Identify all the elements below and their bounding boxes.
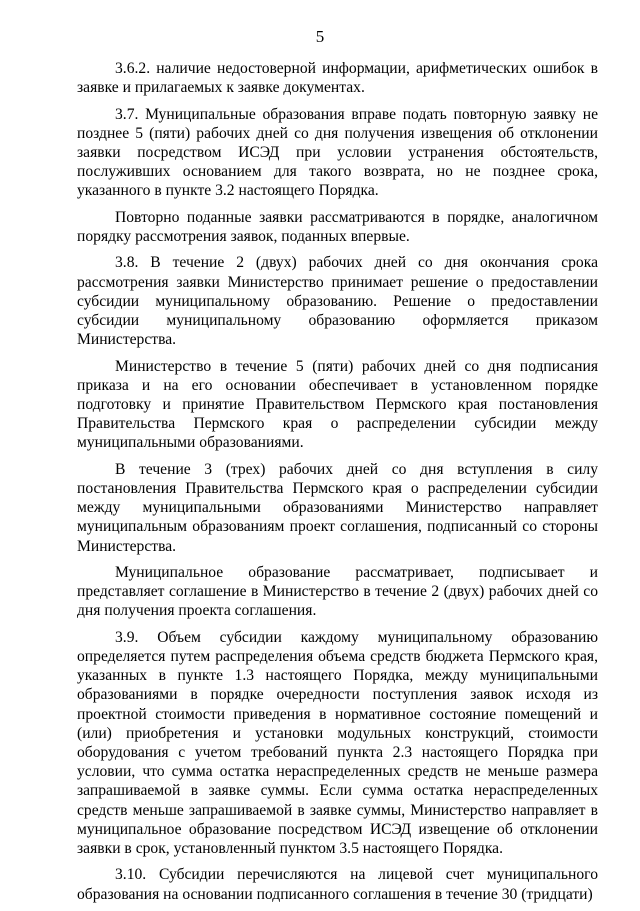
paragraph-agreement-signing: Муниципальное образование рассматривает, подписывает и представляет соглашение в Министерство в течение 2 (двух) рабочих дней со дня получения проекта соглашения.: [77, 564, 598, 620]
paragraph-ministry-order: Министерство в течение 5 (пяти) рабочих дней со дня подписания приказа и на его основании обеспечивает в установленном порядке подготовку и принятие Правительством Пермского края постановления Правительства Пермского края о распределении субсидии между муниципальными образованиями.: [77, 357, 598, 452]
paragraph-draft-agreement: В течение 3 (трех) рабочих дней со дня вступления в силу постановления Правительства Пермского края о распределении субсидии между муниципальными образованиями Министерство направляет муниципальным образованиям проект соглашения, подписанный со стороны Министерства.: [77, 460, 598, 555]
paragraph-3-9: 3.9. Объем субсидии каждому муниципальному образованию определяется путем распределения объема средств бюджета Пермского края, указанных в пункте 1.3 настоящего Порядка, между муниципальными образованиями в порядке очередности поступления заявок исходя из проектной стоимости приведения в нормативное состояние помещений и (или) приобретения и установки модульных конструкций, стоимости оборудования с учетом требований пункта 2.3 настоящего Порядка при условии, что сумма остатка нераспределенных средств не меньше размера запрашиваемой в заявке суммы. Если сумма остатка нераспределенных средств меньше запрашиваемой в заявке суммы, Министерство направляет в муниципальное образование посредством ИСЭД извещение об отклонении заявки в срок, установленный пунктом 3.5 настоящего Порядка.: [77, 628, 598, 858]
document-body: [77, 59, 598, 911]
paragraph-resubmitted-applications: Повторно поданные заявки рассматриваются в порядке, аналогичном порядку рассмотрения заявок, поданных впервые.: [77, 208, 598, 245]
page-number: 5: [315, 27, 325, 46]
paragraph-3-6-2: 3.6.2. наличие недостоверной информации, арифметических ошибок в заявке и прилагаемых к заявке документах.: [77, 60, 598, 97]
paragraph-3-7: 3.7. Муниципальные образования вправе подать повторную заявку не позднее 5 (пяти) рабочих дней со дня получения извещения об отклонении заявки посредством ИСЭД при условии устранения обстоятельств, послуживших основанием для такого возврата, но не позднее срока, указанного в пункте 3.2 настоящего Порядка.: [77, 105, 598, 200]
paragraph-3-8: 3.8. В течение 2 (двух) рабочих дней со дня окончания срока рассмотрения заявки Министерство принимает решение о предоставлении субсидии муниципальному образованию. Решение о предоставлении субсидии муниципальному образованию оформляется приказом Министерства.: [77, 254, 598, 349]
paragraph-3-10: 3.10. Субсидии перечисляются на лицевой счет муниципального образования на основании подписанного соглашения в течение 30 (тридцати): [77, 866, 598, 903]
